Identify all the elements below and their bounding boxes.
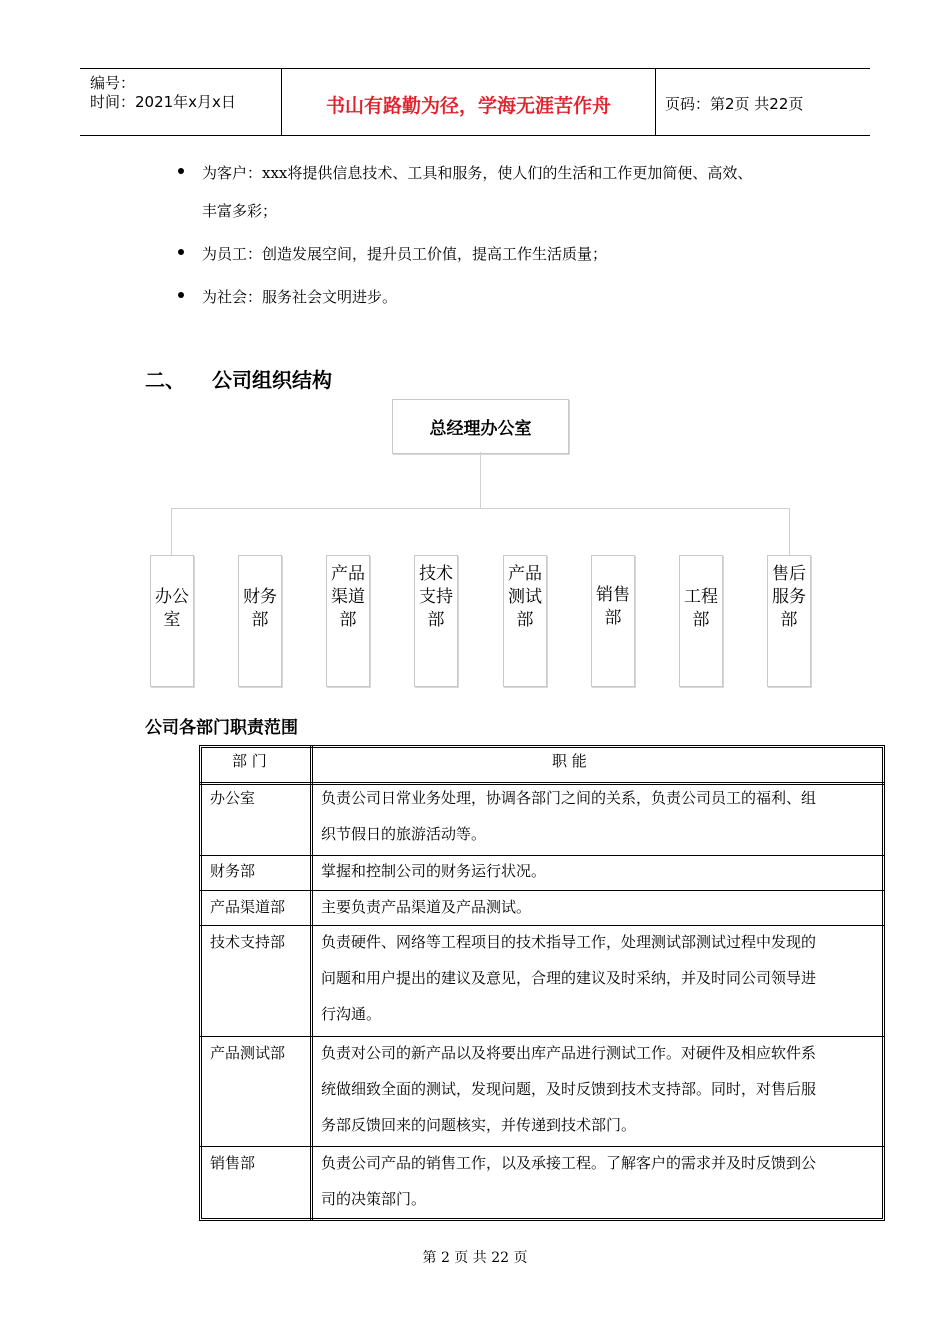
page-footer: 第 2 页 共 22 页 bbox=[422, 1250, 528, 1266]
table-title: 公司各部门职责范围 bbox=[145, 718, 298, 738]
table-row-desc bbox=[321, 853, 877, 889]
org-node-top: 总经理办公室 bbox=[392, 399, 569, 454]
table-row-dept: 销售部 bbox=[210, 1154, 256, 1172]
table-row-desc bbox=[321, 889, 877, 925]
org-connector bbox=[171, 508, 790, 509]
table-row-desc bbox=[321, 780, 877, 852]
table-header-dept: 部 门 bbox=[232, 752, 267, 770]
table-row-dept: 技术支持部 bbox=[210, 933, 286, 951]
desc-line: 掌握和控制公司的财务运行状况。 bbox=[321, 862, 547, 880]
desc-line: 问题和用户提出的建议及意见，合理的建议及时采纳，并及时同公司领导进 bbox=[321, 969, 817, 987]
dept-label: 销售部 bbox=[596, 585, 630, 628]
table-column-divider bbox=[310, 746, 313, 1220]
table-header-function: 职 能 bbox=[552, 752, 587, 770]
org-node-dept bbox=[591, 555, 635, 687]
org-connector bbox=[789, 508, 790, 556]
desc-line: 负责公司产品的销售工作，以及承接工程。了解客户的需求并及时反馈到公 bbox=[321, 1154, 817, 1172]
table-row-dept: 产品测试部 bbox=[210, 1044, 286, 1062]
dept-label: 办公室 bbox=[155, 587, 189, 630]
header-divider bbox=[655, 68, 656, 135]
bullet-text: 为客户：xxx将提供信息技术、工具和服务，使人们的生活和工作更加简便、高效、 bbox=[202, 164, 753, 182]
bullet-dot-icon bbox=[178, 249, 184, 255]
dept-label: 产品渠道部 bbox=[331, 564, 365, 630]
desc-line: 负责公司日常业务处理，协调各部门之间的关系，负责公司员工的福利、组 bbox=[321, 789, 817, 807]
header-top-rule bbox=[80, 68, 870, 69]
desc-line: 织节假日的旅游活动等。 bbox=[321, 825, 487, 843]
bullet-continuation: 丰富多彩； bbox=[202, 202, 278, 220]
table-row-dept: 产品渠道部 bbox=[210, 898, 286, 916]
dept-label: 技术支持部 bbox=[419, 564, 453, 630]
desc-line: 负责硬件、网络等工程项目的技术指导工作，处理测试部测试过程中发现的 bbox=[321, 933, 817, 951]
desc-line: 行沟通。 bbox=[321, 1005, 382, 1023]
header-motto: 书山有路勤为径，学海无涯苦作舟 bbox=[325, 95, 611, 117]
section-title: 公司组织结构 bbox=[212, 368, 332, 392]
bullet-text: 为社会：服务社会文明进步。 bbox=[202, 288, 398, 306]
org-connector bbox=[480, 452, 481, 509]
header-bottom-rule bbox=[80, 135, 870, 136]
dept-label: 工程部 bbox=[684, 587, 718, 630]
desc-line: 主要负责产品渠道及产品测试。 bbox=[321, 898, 532, 916]
header-number: 编号： bbox=[90, 74, 136, 92]
org-node-dept bbox=[238, 555, 282, 687]
org-node-dept bbox=[767, 555, 811, 687]
desc-line: 司的决策部门。 bbox=[321, 1190, 427, 1208]
bullet-dot-icon bbox=[178, 292, 184, 298]
org-connector bbox=[171, 508, 172, 556]
section-number: 二、 bbox=[145, 368, 185, 392]
bullet-dot-icon bbox=[178, 168, 184, 174]
org-node-dept bbox=[326, 555, 370, 687]
org-node-dept bbox=[414, 555, 458, 687]
dept-label: 财务部 bbox=[243, 587, 277, 630]
table-row-dept: 办公室 bbox=[210, 789, 256, 807]
desc-line: 务部反馈回来的问题核实，并传递到技术部门。 bbox=[321, 1116, 637, 1134]
table-row-desc bbox=[321, 1145, 877, 1217]
bullet-text: 为员工：创造发展空间，提升员工价值，提高工作生活质量； bbox=[202, 245, 608, 263]
table-row-desc bbox=[321, 1035, 877, 1143]
table-row-dept: 财务部 bbox=[210, 862, 256, 880]
org-node-dept bbox=[150, 555, 194, 687]
org-node-dept bbox=[503, 555, 547, 687]
desc-line: 统做细致全面的测试，发现问题，及时反馈到技术支持部。同时，对售后服 bbox=[321, 1080, 817, 1098]
org-node-dept bbox=[679, 555, 723, 687]
dept-label: 产品测试部 bbox=[508, 564, 542, 630]
desc-line: 负责对公司的新产品以及将要出库产品进行测试工作。对硬件及相应软件系 bbox=[321, 1044, 817, 1062]
table-row-desc bbox=[321, 924, 877, 1032]
header-page-number: 页码：第2页 共22页 bbox=[665, 95, 804, 113]
dept-label: 售后服务部 bbox=[772, 564, 806, 630]
header-time: 时间：2021年x月x日 bbox=[90, 93, 236, 111]
